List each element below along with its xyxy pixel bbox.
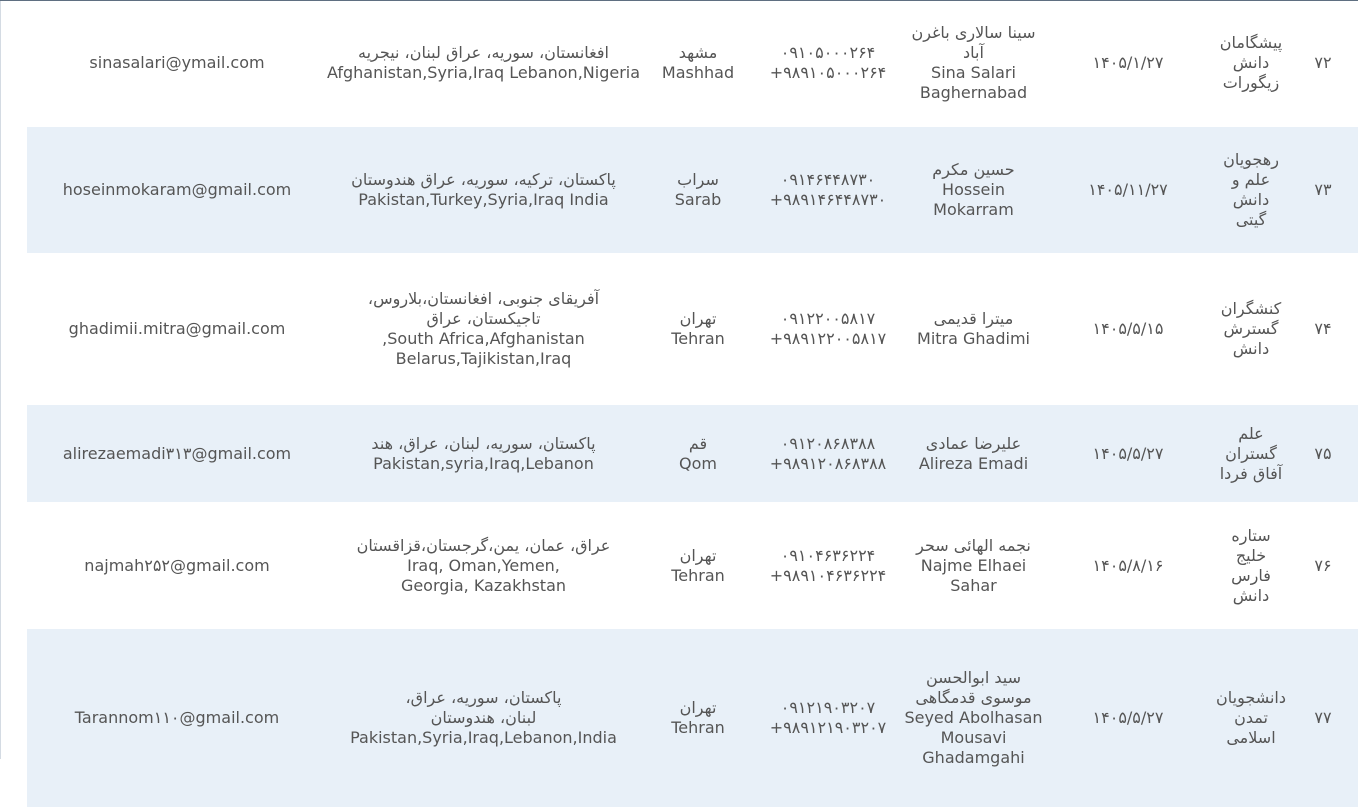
name-en-line2: Baghernabad xyxy=(919,82,1028,102)
phone-local: ۰۹۱۴۶۴۴۸۷۳۰ xyxy=(780,170,876,189)
row-number-cell xyxy=(1293,127,1353,253)
phone-local: ۰۹۱۰۴۶۳۶۲۲۴ xyxy=(780,545,876,565)
phone-cell xyxy=(756,629,900,807)
company-line: دانشجویان xyxy=(1216,688,1286,707)
city-fa: تهران xyxy=(679,309,717,328)
company-line: تمدن xyxy=(1234,708,1268,727)
date-cell xyxy=(1047,0,1209,127)
phone-local: ۰۹۱۲۰۸۶۸۳۸۸ xyxy=(780,433,876,453)
city-cell xyxy=(640,405,756,502)
email-text[interactable]: alirezaemadi۳۱۳@gmail.com xyxy=(62,443,292,463)
city-fa: مشهد xyxy=(678,42,718,62)
company-line: دانش xyxy=(1232,585,1270,605)
countries-fa: پاکستان، ترکیه، سوریه، عراق هندوستان xyxy=(351,170,616,189)
countries-fa: عراق، عمان، یمن،گرجستان،قزاقستان xyxy=(356,535,611,555)
name-en-line1: Alireza Emadi xyxy=(918,453,1029,473)
countries-fa: پاکستان، سوریه، لبنان، عراق، هند xyxy=(371,433,596,453)
date-text: ۱۴۰۵/۵/۱۵ xyxy=(1092,319,1164,338)
phone-cell xyxy=(756,0,900,127)
date-text: ۱۴۰۵/۵/۲۷ xyxy=(1092,443,1164,463)
name-en-line2: Sahar xyxy=(950,575,997,595)
company-line: دانش xyxy=(1232,52,1270,72)
phone-local: ۰۹۱۲۱۹۰۳۲۰۷ xyxy=(780,698,876,717)
city-fa: تهران xyxy=(679,545,717,565)
email-cell xyxy=(27,502,327,629)
date-text: ۱۴۰۵/۵/۲۷ xyxy=(1092,708,1164,727)
table-row xyxy=(27,629,1358,807)
date-cell xyxy=(1047,405,1209,502)
phone-intl: +۹۸۹۱۲۲۰۰۵۸۱۷ xyxy=(769,329,887,348)
countries-en: Belarus,Tajikistan,Iraq xyxy=(395,349,572,368)
countries-en: Iraq, Oman,Yemen, xyxy=(407,555,560,575)
city-en: Sarab xyxy=(674,190,722,209)
company-line: ستاره xyxy=(1231,525,1271,545)
name-cell xyxy=(900,0,1047,127)
name-en-line1: Hossein xyxy=(942,180,1005,199)
city-fa: تهران xyxy=(679,698,717,717)
name-fa-line1: میترا قدیمی xyxy=(933,309,1014,328)
table-row xyxy=(27,405,1358,502)
date-text: ۱۴۰۵/۱/۲۷ xyxy=(1092,52,1164,72)
company-cell xyxy=(1209,0,1293,127)
name-fa-line1: سینا سالاری باغرن xyxy=(911,22,1036,42)
company-line: گسترش xyxy=(1223,319,1279,338)
phone-cell xyxy=(756,502,900,629)
city-cell xyxy=(640,629,756,807)
date-text: ۱۴۰۵/۸/۱۶ xyxy=(1092,555,1164,575)
date-cell xyxy=(1047,629,1209,807)
email-cell xyxy=(27,405,327,502)
countries-fa: لبنان، هندوستان xyxy=(430,708,537,727)
name-cell xyxy=(900,127,1047,253)
date-cell xyxy=(1047,502,1209,629)
name-fa-line2: موسوی قدمگاهی xyxy=(915,688,1032,707)
row-number-cell xyxy=(1293,629,1353,807)
company-line: زیگورات xyxy=(1222,72,1280,92)
row-number: ۷۲ xyxy=(1314,52,1332,72)
name-en-line3: Ghadamgahi xyxy=(922,748,1025,767)
countries-en: Georgia, Kazakhstan xyxy=(400,575,567,595)
city-cell xyxy=(640,0,756,127)
phone-cell xyxy=(756,127,900,253)
phone-local: ۰۹۱۲۲۰۰۵۸۱۷ xyxy=(780,309,876,328)
phone-local: ۰۹۱۰۵۰۰۰۲۶۴ xyxy=(780,42,876,62)
company-cell xyxy=(1209,127,1293,253)
row-number-cell xyxy=(1293,0,1353,127)
company-line: رهجویان xyxy=(1223,150,1279,169)
city-en: Tehran xyxy=(671,565,725,585)
countries-fa: پاکستان، سوریه، عراق، xyxy=(405,688,562,707)
row-number: ۷۴ xyxy=(1314,319,1332,338)
company-cell xyxy=(1209,253,1293,405)
countries-fa: آفریقای جنوبی، افغانستان،بلاروس، xyxy=(367,289,600,308)
email-text[interactable]: hoseinmokaram@gmail.com xyxy=(62,180,292,199)
countries-en: Pakistan,syria,Iraq,Lebanon xyxy=(373,453,594,473)
row-number-cell xyxy=(1293,502,1353,629)
countries-cell xyxy=(327,629,640,807)
phone-intl: +۹۸۹۱۰۴۶۳۶۲۲۴ xyxy=(769,565,887,585)
phone-intl: +۹۸۹۱۲۱۹۰۳۲۰۷ xyxy=(769,718,887,737)
city-en: Tehran xyxy=(671,329,725,348)
name-fa-line2: آباد xyxy=(963,42,984,62)
countries-en: ,South Africa,Afghanistan xyxy=(382,329,585,348)
company-cell xyxy=(1209,502,1293,629)
company-line: علم xyxy=(1238,423,1264,443)
company-line: دانش xyxy=(1232,190,1270,209)
company-line: پیشگامان xyxy=(1219,32,1283,52)
email-text[interactable]: sinasalari@ymail.com xyxy=(89,52,265,72)
table-row xyxy=(27,127,1358,253)
row-number: ۷۷ xyxy=(1314,708,1332,727)
company-line: دانش xyxy=(1232,339,1270,358)
countries-en: Pakistan,Turkey,Syria,Iraq India xyxy=(358,190,609,209)
name-cell xyxy=(900,253,1047,405)
company-cell xyxy=(1209,405,1293,502)
countries-en: Pakistan,Syria,Iraq,Lebanon,India xyxy=(350,728,617,747)
city-cell xyxy=(640,127,756,253)
phone-cell xyxy=(756,405,900,502)
date-cell xyxy=(1047,253,1209,405)
name-en-line1: Sina Salari xyxy=(931,62,1016,82)
email-cell xyxy=(27,0,327,127)
name-cell xyxy=(900,629,1047,807)
city-en: Qom xyxy=(679,453,717,473)
company-line: علم و xyxy=(1231,170,1271,189)
city-en: Mashhad xyxy=(661,62,735,82)
companies-table xyxy=(27,0,1358,807)
name-fa-line1: سید ابوالحسن xyxy=(926,668,1021,687)
date-cell xyxy=(1047,127,1209,253)
countries-fa: افغانستان، سوریه، عراق لبنان، نیجریه xyxy=(358,42,609,62)
city-fa: قم xyxy=(688,433,708,453)
company-line: کنشگران xyxy=(1220,299,1282,318)
name-en-line1: Mitra Ghadimi xyxy=(917,329,1030,348)
phone-intl: +۹۸۹۱۰۵۰۰۰۲۶۴ xyxy=(769,62,887,82)
name-fa-line1: نجمه الهائی سحر xyxy=(916,535,1031,555)
row-number: ۷۶ xyxy=(1314,555,1332,575)
name-cell xyxy=(900,405,1047,502)
name-en-line2: Mousavi xyxy=(940,728,1007,747)
city-cell xyxy=(640,253,756,405)
company-line: فارس xyxy=(1231,565,1271,585)
table-row xyxy=(27,0,1358,127)
page-left-border xyxy=(0,0,1,759)
date-text: ۱۴۰۵/۱۱/۲۷ xyxy=(1088,180,1168,199)
company-line: گیتی xyxy=(1235,210,1267,229)
countries-en: Afghanistan,Syria,Iraq Lebanon,Nigeria xyxy=(327,62,640,82)
phone-cell xyxy=(756,253,900,405)
company-line: خلیج xyxy=(1235,545,1267,565)
row-number: ۷۵ xyxy=(1314,443,1332,463)
email-text[interactable]: ghadimii.mitra@gmail.com xyxy=(68,319,286,338)
countries-cell xyxy=(327,405,640,502)
company-cell xyxy=(1209,629,1293,807)
email-cell xyxy=(27,127,327,253)
email-text[interactable]: najmah۲۵۲@gmail.com xyxy=(84,555,270,575)
phone-intl: +۹۸۹۱۴۶۴۴۸۷۳۰ xyxy=(769,190,887,209)
countries-cell xyxy=(327,127,640,253)
row-number: ۷۳ xyxy=(1314,180,1332,199)
city-fa: سراب xyxy=(677,170,719,189)
row-number-cell xyxy=(1293,405,1353,502)
table-row xyxy=(27,253,1358,405)
table-row xyxy=(27,502,1358,629)
email-cell xyxy=(27,629,327,807)
city-cell xyxy=(640,502,756,629)
row-number-cell xyxy=(1293,253,1353,405)
company-line: گستران xyxy=(1225,443,1277,463)
countries-cell xyxy=(327,502,640,629)
email-cell xyxy=(27,253,327,405)
name-cell xyxy=(900,502,1047,629)
name-fa-line1: حسین مکرم xyxy=(932,160,1015,179)
countries-fa: تاجیکستان، عراق xyxy=(426,309,541,328)
name-en-line1: Najme Elhaei xyxy=(920,555,1027,575)
name-en-line2: Mokarram xyxy=(933,200,1014,219)
phone-intl: +۹۸۹۱۲۰۸۶۸۳۸۸ xyxy=(769,453,887,473)
countries-cell xyxy=(327,253,640,405)
email-text[interactable]: Tarannom۱۱۰@gmail.com xyxy=(74,708,280,727)
name-en-line1: Seyed Abolhasan xyxy=(904,708,1043,727)
company-line: آفاق فردا xyxy=(1219,463,1283,483)
name-fa-line1: علیرضا عمادی xyxy=(925,433,1022,453)
city-en: Tehran xyxy=(671,718,725,737)
countries-cell xyxy=(327,0,640,127)
company-line: اسلامی xyxy=(1226,728,1276,747)
